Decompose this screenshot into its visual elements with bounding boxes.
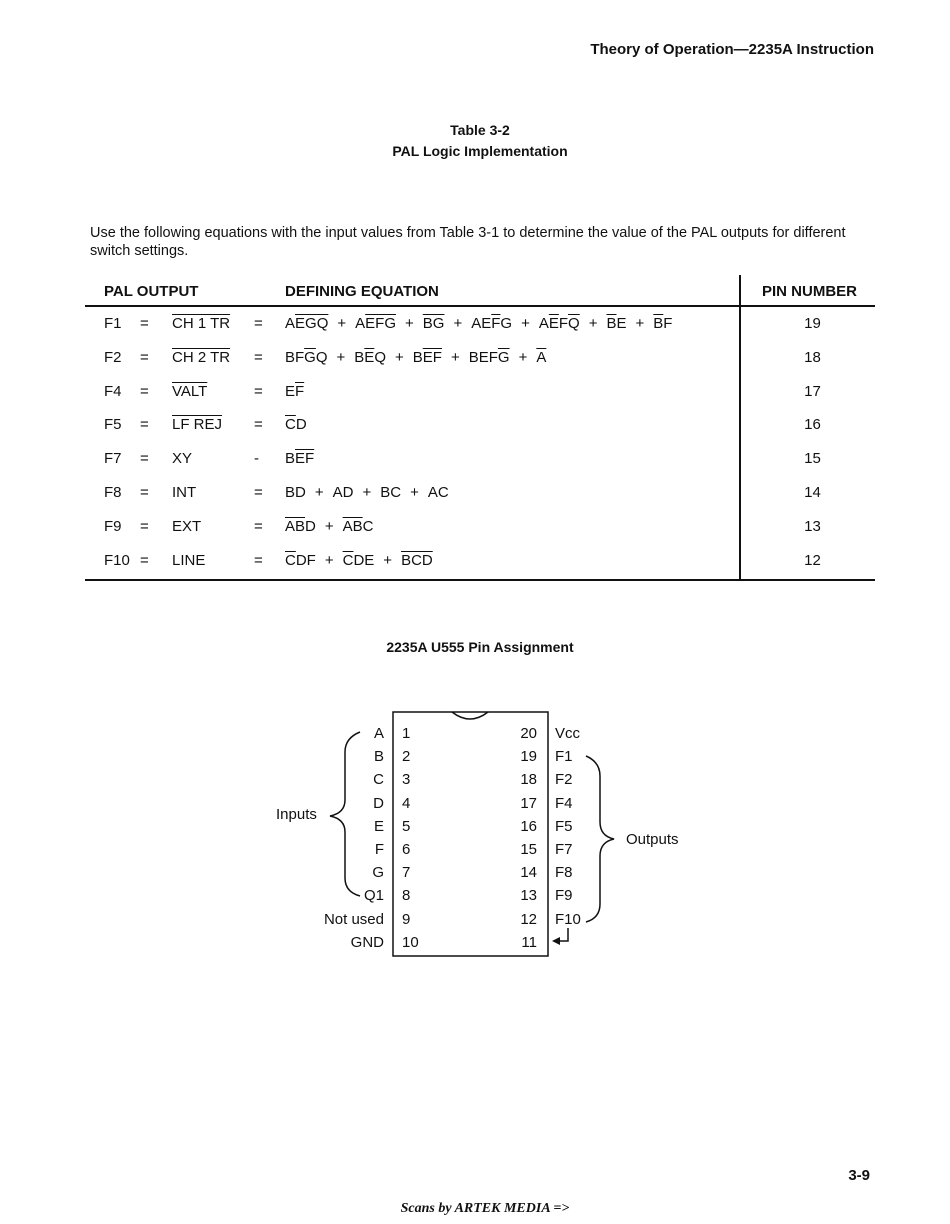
left-pin-label: Q1 [363,887,384,905]
name-segment: XY [172,450,193,468]
pin-number: 13 [804,517,821,535]
left-pin-number: 6 [402,841,411,858]
pin-number: 18 [804,348,821,366]
left-pin-label: Not used [323,910,384,928]
table-number: Table 3-2 [450,122,510,138]
term-segment: $\overline{GQ}$ [305,315,329,332]
name-segment: CH 1 TR [172,315,231,332]
output-name: F7 [104,450,122,468]
equals-sign: = [140,517,149,535]
left-pin-number: 10 [402,933,419,951]
equals-sign: = [140,416,149,434]
plus-sign: + [394,348,404,366]
right-pin-number: 13 [520,887,537,905]
term-segment: E [616,315,627,332]
term-segment: F [663,315,673,332]
right-pin-label: F10 [555,910,581,928]
term-segment: AE [471,315,492,332]
left-pin-label: B [373,748,384,766]
plus-sign: + [324,551,334,569]
term-segment: BD [285,484,306,501]
plus-sign: + [324,517,334,535]
right-pin-label: F4 [555,794,573,812]
inputs-label: Inputs [276,806,317,823]
term-segment: $\overline{EF}$ [295,450,315,468]
output-name: F10 [104,551,130,569]
intro-paragraph: Use the following equations with the input values from Table 3-1 to determine the value of the PAL outputs for different switch settings. [90,225,846,259]
right-pin-label: F1 [555,748,573,766]
name-segment: LF REJ [172,416,223,434]
left-pin-label: A [373,725,384,742]
plus-sign: + [336,348,346,366]
term-segment: $\overline{EFG}$ [365,315,396,332]
plus-sign: + [383,551,393,569]
right-pin-number: 16 [520,817,537,835]
plus-sign: + [450,348,460,366]
name-segment: EXT [172,517,202,535]
equals-sign: = [254,517,263,535]
right-pin-number: 20 [520,725,537,742]
term-segment: $\overline{B}$ [606,315,617,332]
left-pin-label: GND [350,933,384,951]
term-segment: D [295,416,307,434]
left-pin-label: D [373,794,384,812]
term-segment: $\overline{Q}$ [568,315,580,332]
term-segment: Q [315,348,328,366]
left-pin-number: 8 [402,887,411,905]
diagram-title: 2235A U555 Pin Assignment [386,639,574,655]
outputs-label: Outputs [626,831,679,848]
left-pin-number: 4 [402,794,411,812]
equals-sign: = [140,382,149,400]
right-pin-label: F9 [555,887,573,905]
equals-sign: = [254,484,263,501]
term-segment: $\overline{F}$ [295,382,305,400]
right-pin-number: 18 [520,771,537,789]
table-title: PAL Logic Implementation [392,143,568,159]
equals-sign: = [140,315,149,332]
scan-credit: Scans by ARTEK MEDIA => [400,1201,570,1216]
plus-sign: + [588,315,598,332]
term-segment: $\overline{E}$ [295,315,306,332]
term-segment: $\overline{E}$ [548,315,559,332]
left-pin-label: G [372,864,384,882]
term-segment: $\overline{C}$ [285,551,296,569]
output-name: F9 [104,517,122,535]
term-segment: $\overline{C}$ [285,416,296,434]
equals-sign: = [254,382,263,400]
right-pin-number: 17 [520,794,537,812]
page-number: 3-9 [848,1167,870,1184]
left-pin-number: 5 [402,817,411,835]
plus-sign: + [410,484,419,501]
term-segment: C [362,517,374,535]
right-pin-number: 11 [521,933,537,951]
equals-sign: = [254,551,263,569]
plus-sign: + [362,484,372,501]
term-segment: E [285,382,296,400]
output-name: F5 [104,416,122,434]
left-pin-number: 9 [402,910,411,928]
term-segment: DF [295,551,316,569]
plus-sign: + [518,348,528,366]
name-segment: INT [172,484,197,501]
output-name: F4 [104,382,122,400]
pin-number: 17 [804,382,821,400]
left-pin-label: C [373,771,384,789]
right-pin-number: 12 [520,910,537,928]
term-segment: $\overline{EF}$ [422,348,442,366]
pin-number: 16 [804,416,821,434]
pin-number: 19 [804,315,821,332]
col-header-output: PAL OUTPUT [104,283,199,300]
term-segment: $\overline{C}$ [342,551,354,569]
col-header-pin: PIN NUMBER [762,283,858,300]
term-segment: $\overline{A}$ [536,348,547,366]
term-segment: AD [332,484,354,501]
left-pin-label: F [374,841,384,858]
equals-sign: = [140,551,149,569]
equals-sign: = [140,348,149,366]
term-segment: G [500,315,513,332]
chip-notch [452,712,488,719]
right-pin-label: F7 [555,841,573,858]
term-segment: BC [380,484,402,501]
left-pin-number: 3 [402,771,411,789]
output-name: F8 [104,484,122,501]
pin-number: 12 [804,551,821,569]
term-segment: $\overline{BG}$ [422,315,445,332]
term-segment: AC [427,484,449,501]
term-segment: D [305,517,316,535]
plus-sign: + [405,315,414,332]
equals-sign: = [140,450,149,468]
output-name: F1 [104,315,122,332]
name-segment: LINE [172,551,206,569]
equals-sign: = [140,484,149,501]
left-pin-number: 7 [402,864,411,882]
term-segment: A [538,315,549,332]
equals-sign: - [254,450,259,468]
term-segment: A [285,315,296,332]
right-pin-number: 15 [520,841,537,858]
term-segment: $\overline{G}$ [497,348,510,366]
pin-number: 15 [804,450,821,468]
plus-sign: + [635,315,645,332]
plus-sign: + [521,315,530,332]
right-pin-label: F5 [555,817,573,835]
term-segment: $\overline{AB}$ [342,517,363,535]
outputs-brace [586,756,614,922]
right-pin-label: F8 [555,864,573,882]
plus-sign: + [453,315,463,332]
term-segment: B [354,348,365,366]
term-segment: A [355,315,366,332]
term-segment: DE [353,551,375,569]
term-segment: $\overline{G}$ [304,348,316,366]
right-pin-label: F2 [555,771,573,789]
left-pin-label: E [373,817,384,835]
term-segment: $\overline{BCD}$ [401,551,433,569]
running-header: Theory of Operation—2235A Instruction [590,41,874,58]
equals-sign: = [254,416,263,434]
left-pin-number: 1 [402,725,411,742]
col-header-equation: DEFINING EQUATION [285,283,439,300]
term-segment: Q [374,348,386,366]
term-segment: BF [285,348,305,366]
name-segment: VALT [172,382,208,400]
equals-sign: = [254,315,263,332]
output-name: F2 [104,348,122,366]
right-pin-number: 14 [520,864,537,882]
right-pin-number: 19 [520,748,537,766]
term-segment: $\overline{E}$ [364,348,375,366]
plus-sign: + [337,315,347,332]
term-segment: B [412,348,423,366]
term-segment: F [558,315,569,332]
term-segment: B [285,450,296,468]
right-pin-label: Vcc [555,725,581,742]
term-segment: BEF [468,348,498,366]
name-segment: CH 2 TR [172,348,231,366]
left-pin-number: 2 [402,748,411,766]
arrowhead-icon [552,937,560,945]
pin-number: 14 [804,484,821,501]
plus-sign: + [314,484,324,501]
term-segment: $\overline{AB}$ [285,517,306,535]
equals-sign: = [254,348,263,366]
inputs-brace [330,732,360,896]
term-segment: $\overline{B}$ [653,315,664,332]
term-segment: $\overline{F}$ [491,315,501,332]
